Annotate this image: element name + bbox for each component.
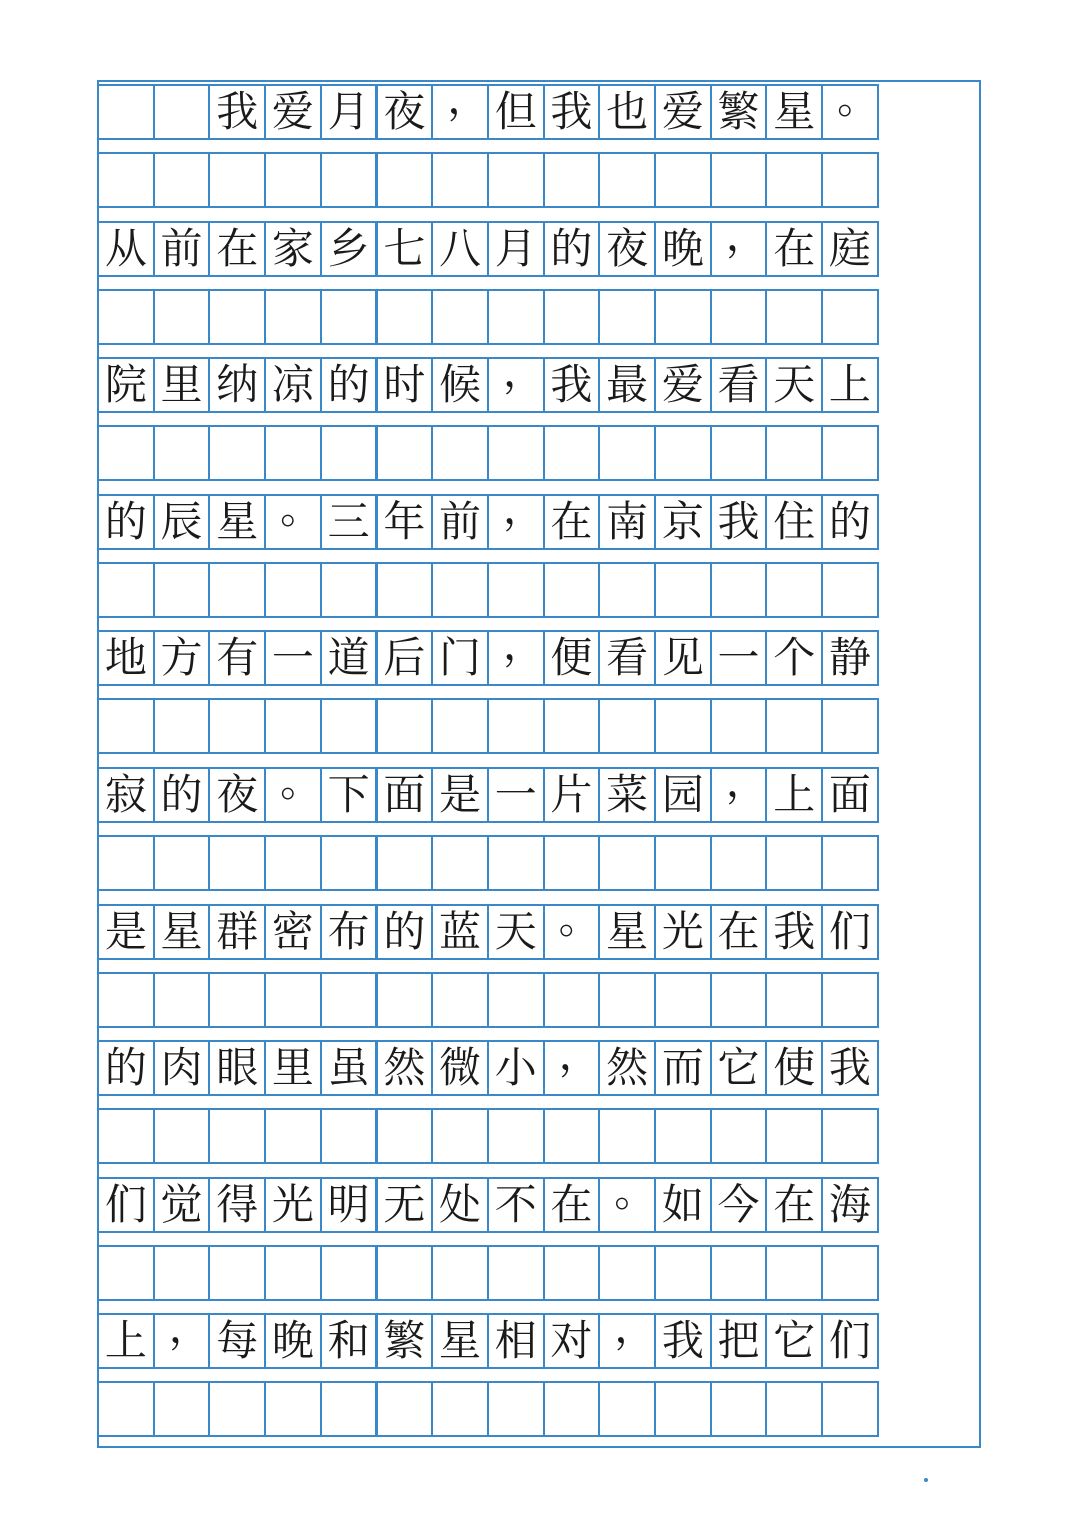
grid-cell: 把 (710, 1313, 768, 1369)
grid-cell: 三 (320, 494, 378, 550)
grid-cell: 在 (765, 221, 823, 277)
grid-cell: 不 (487, 1177, 545, 1233)
grid-cell: 晚 (654, 221, 712, 277)
empty-grid-cell (264, 1108, 322, 1164)
grid-cell: 看 (710, 357, 768, 413)
grid-cell: 片 (543, 767, 601, 823)
grid-cell (153, 84, 211, 140)
grid-cell: 方 (153, 630, 211, 686)
grid-cell: ， (598, 1313, 656, 1369)
grid-cell: 星 (431, 1313, 489, 1369)
empty-grid-cell (208, 289, 266, 345)
empty-grid-cell (97, 1108, 155, 1164)
grid-cell: 星 (153, 904, 211, 960)
grid-cell: 无 (376, 1177, 434, 1233)
grid-cell: 一 (710, 630, 768, 686)
grid-cell: 它 (710, 1040, 768, 1096)
empty-grid-cell (208, 152, 266, 208)
grid-cell: 的 (376, 904, 434, 960)
empty-grid-cell (543, 698, 601, 754)
grid-cell: ， (487, 630, 545, 686)
grid-cell: 时 (376, 357, 434, 413)
grid-cell: 园 (654, 767, 712, 823)
empty-grid-cell (376, 289, 434, 345)
empty-grid-cell (431, 152, 489, 208)
grid-cell: 夜 (208, 767, 266, 823)
grid-cell: 觉 (153, 1177, 211, 1233)
empty-grid-cell (654, 1381, 712, 1437)
grid-cell: ， (153, 1313, 211, 1369)
grid-cell: 从 (97, 221, 155, 277)
empty-grid-cell (654, 972, 712, 1028)
empty-grid-cell (264, 425, 322, 481)
grid-cell: 对 (543, 1313, 601, 1369)
grid-cell: ， (710, 767, 768, 823)
grid-cell: 面 (821, 767, 879, 823)
empty-grid-cell (97, 835, 155, 891)
empty-grid-cell (765, 1108, 823, 1164)
grid-cell: 爱 (654, 84, 712, 140)
empty-grid-cell (376, 1108, 434, 1164)
grid-cell: 密 (264, 904, 322, 960)
grid-cell: 。 (264, 767, 322, 823)
empty-grid-cell (320, 835, 378, 891)
empty-grid-cell (654, 835, 712, 891)
grid-paper-sheet (97, 80, 981, 1448)
grid-cell: 爱 (654, 357, 712, 413)
empty-grid-cell (598, 1381, 656, 1437)
grid-cell: 光 (654, 904, 712, 960)
empty-grid-cell (487, 425, 545, 481)
empty-grid-cell (376, 425, 434, 481)
empty-grid-cell (431, 425, 489, 481)
empty-grid-cell (376, 562, 434, 618)
empty-grid-cell (543, 289, 601, 345)
empty-grid-cell (320, 152, 378, 208)
empty-grid-cell (821, 1108, 879, 1164)
empty-grid-cell (153, 1245, 211, 1301)
empty-grid-cell (376, 835, 434, 891)
empty-grid-cell (97, 972, 155, 1028)
grid-cell: 爱 (264, 84, 322, 140)
grid-cell: 在 (208, 221, 266, 277)
grid-cell: 星 (765, 84, 823, 140)
grid-cell: 下 (320, 767, 378, 823)
empty-grid-cell (765, 289, 823, 345)
empty-grid-cell (654, 1245, 712, 1301)
grid-cell: 年 (376, 494, 434, 550)
empty-grid-cell (765, 425, 823, 481)
empty-grid-cell (821, 835, 879, 891)
grid-cell: 但 (487, 84, 545, 140)
empty-grid-cell (598, 1245, 656, 1301)
empty-grid-cell (598, 1108, 656, 1164)
grid-cell: 里 (264, 1040, 322, 1096)
empty-grid-cell (208, 835, 266, 891)
empty-grid-cell (431, 1108, 489, 1164)
grid-cell: 。 (821, 84, 879, 140)
empty-grid-cell (431, 562, 489, 618)
empty-grid-cell (320, 1245, 378, 1301)
empty-grid-cell (97, 425, 155, 481)
empty-grid-cell (97, 289, 155, 345)
empty-grid-cell (710, 152, 768, 208)
grid-cell: 我 (208, 84, 266, 140)
empty-grid-cell (598, 972, 656, 1028)
empty-grid-cell (431, 1381, 489, 1437)
empty-grid-cell (376, 1381, 434, 1437)
grid-cell: 眼 (208, 1040, 266, 1096)
empty-grid-cell (320, 562, 378, 618)
empty-grid-cell (765, 1245, 823, 1301)
empty-grid-cell (264, 835, 322, 891)
grid-cell: 如 (654, 1177, 712, 1233)
empty-grid-cell (821, 1245, 879, 1301)
empty-grid-cell (765, 562, 823, 618)
empty-grid-cell (654, 289, 712, 345)
grid-cell: 在 (710, 904, 768, 960)
grid-cell: 一 (264, 630, 322, 686)
empty-grid-cell (153, 152, 211, 208)
empty-grid-cell (431, 1245, 489, 1301)
grid-cell: 每 (208, 1313, 266, 1369)
grid-cell: 繁 (710, 84, 768, 140)
grid-cell: 前 (431, 494, 489, 550)
grid-cell: 我 (821, 1040, 879, 1096)
grid-cell: 它 (765, 1313, 823, 1369)
empty-grid-cell (487, 698, 545, 754)
grid-cell: 有 (208, 630, 266, 686)
grid-cell: 最 (598, 357, 656, 413)
grid-cell: 。 (543, 904, 601, 960)
grid-cell: 的 (821, 494, 879, 550)
grid-cell: 海 (821, 1177, 879, 1233)
grid-cell: 的 (320, 357, 378, 413)
empty-grid-cell (264, 1381, 322, 1437)
grid-cell: ， (487, 494, 545, 550)
empty-grid-cell (153, 562, 211, 618)
empty-grid-cell (208, 425, 266, 481)
grid-cell: ， (487, 357, 545, 413)
grid-cell: 道 (320, 630, 378, 686)
grid-cell: 便 (543, 630, 601, 686)
grid-cell: 静 (821, 630, 879, 686)
grid-cell: 使 (765, 1040, 823, 1096)
empty-grid-cell (264, 972, 322, 1028)
grid-cell: 七 (376, 221, 434, 277)
empty-grid-cell (320, 425, 378, 481)
grid-cell: 京 (654, 494, 712, 550)
empty-grid-cell (543, 1381, 601, 1437)
empty-grid-cell (264, 698, 322, 754)
grid-cell: 八 (431, 221, 489, 277)
grid-cell: ， (710, 221, 768, 277)
empty-grid-cell (598, 562, 656, 618)
grid-cell: 我 (543, 357, 601, 413)
empty-grid-cell (431, 835, 489, 891)
grid-cell: 上 (97, 1313, 155, 1369)
empty-grid-cell (208, 1108, 266, 1164)
empty-grid-cell (654, 698, 712, 754)
empty-grid-cell (598, 425, 656, 481)
empty-grid-cell (431, 289, 489, 345)
empty-grid-cell (153, 1108, 211, 1164)
grid-cell: 一 (487, 767, 545, 823)
empty-grid-cell (821, 972, 879, 1028)
grid-cell: 夜 (376, 84, 434, 140)
empty-grid-cell (97, 1381, 155, 1437)
empty-grid-cell (153, 835, 211, 891)
grid-cell: 后 (376, 630, 434, 686)
grid-cell: 的 (97, 1040, 155, 1096)
grid-cell: 院 (97, 357, 155, 413)
empty-grid-cell (320, 289, 378, 345)
grid-cell: 繁 (376, 1313, 434, 1369)
grid-cell: 看 (598, 630, 656, 686)
grid-cell: 前 (153, 221, 211, 277)
empty-grid-cell (543, 972, 601, 1028)
empty-grid-cell (487, 152, 545, 208)
grid-cell: 在 (543, 1177, 601, 1233)
grid-cell: 在 (765, 1177, 823, 1233)
empty-grid-cell (598, 698, 656, 754)
empty-grid-cell (543, 562, 601, 618)
grid-cell: 们 (821, 904, 879, 960)
empty-grid-cell (654, 425, 712, 481)
grid-cell: 布 (320, 904, 378, 960)
grid-cell: 是 (431, 767, 489, 823)
grid-cell: 而 (654, 1040, 712, 1096)
grid-cell: 家 (264, 221, 322, 277)
grid-cell: 处 (431, 1177, 489, 1233)
empty-grid-cell (821, 289, 879, 345)
empty-grid-cell (431, 972, 489, 1028)
empty-grid-cell (97, 562, 155, 618)
grid-cell: 们 (821, 1313, 879, 1369)
empty-grid-cell (153, 289, 211, 345)
empty-grid-cell (97, 698, 155, 754)
empty-grid-cell (765, 698, 823, 754)
empty-grid-cell (376, 972, 434, 1028)
grid-cell: 今 (710, 1177, 768, 1233)
grid-cell: 。 (264, 494, 322, 550)
grid-cell: 相 (487, 1313, 545, 1369)
empty-grid-cell (320, 1381, 378, 1437)
empty-grid-cell (821, 152, 879, 208)
ink-dot (924, 1478, 928, 1482)
grid-cell (97, 84, 155, 140)
grid-cell: 光 (264, 1177, 322, 1233)
grid-cell: 然 (376, 1040, 434, 1096)
grid-cell: 月 (487, 221, 545, 277)
empty-grid-cell (153, 698, 211, 754)
grid-cell: 微 (431, 1040, 489, 1096)
empty-grid-cell (654, 562, 712, 618)
grid-cell: 我 (543, 84, 601, 140)
grid-cell: 在 (543, 494, 601, 550)
grid-cell: 寂 (97, 767, 155, 823)
grid-cell: 明 (320, 1177, 378, 1233)
empty-grid-cell (543, 1108, 601, 1164)
empty-grid-cell (710, 972, 768, 1028)
empty-grid-cell (765, 152, 823, 208)
empty-grid-cell (710, 835, 768, 891)
grid-cell: 庭 (821, 221, 879, 277)
empty-grid-cell (153, 972, 211, 1028)
empty-grid-cell (654, 152, 712, 208)
empty-grid-cell (376, 152, 434, 208)
grid-cell: 天 (487, 904, 545, 960)
empty-grid-cell (153, 425, 211, 481)
empty-grid-cell (487, 289, 545, 345)
grid-cell: 辰 (153, 494, 211, 550)
empty-grid-cell (208, 562, 266, 618)
empty-grid-cell (543, 425, 601, 481)
grid-cell: ， (431, 84, 489, 140)
empty-grid-cell (710, 698, 768, 754)
grid-cell: 乡 (320, 221, 378, 277)
empty-grid-cell (431, 698, 489, 754)
grid-cell: ， (543, 1040, 601, 1096)
empty-grid-cell (765, 835, 823, 891)
grid-cell: 蓝 (431, 904, 489, 960)
grid-cell: 夜 (598, 221, 656, 277)
grid-cell: 我 (710, 494, 768, 550)
grid-cell: 星 (598, 904, 656, 960)
grid-cell: 然 (598, 1040, 656, 1096)
empty-grid-cell (543, 1245, 601, 1301)
grid-cell: 们 (97, 1177, 155, 1233)
grid-cell: 的 (153, 767, 211, 823)
empty-grid-cell (598, 835, 656, 891)
empty-grid-cell (487, 1108, 545, 1164)
empty-grid-cell (264, 1245, 322, 1301)
grid-cell: 虽 (320, 1040, 378, 1096)
empty-grid-cell (487, 972, 545, 1028)
grid-cell: 上 (821, 357, 879, 413)
grid-cell: 得 (208, 1177, 266, 1233)
grid-cell: 肉 (153, 1040, 211, 1096)
empty-grid-cell (320, 972, 378, 1028)
empty-grid-cell (376, 1245, 434, 1301)
grid-cell: 。 (598, 1177, 656, 1233)
grid-cell: 凉 (264, 357, 322, 413)
empty-grid-cell (543, 835, 601, 891)
grid-cell: 月 (320, 84, 378, 140)
grid-cell: 见 (654, 630, 712, 686)
empty-grid-cell (97, 152, 155, 208)
grid-cell: 里 (153, 357, 211, 413)
empty-grid-cell (654, 1108, 712, 1164)
grid-cell: 面 (376, 767, 434, 823)
empty-grid-cell (487, 835, 545, 891)
empty-grid-cell (320, 698, 378, 754)
grid-cell: 小 (487, 1040, 545, 1096)
empty-grid-cell (487, 1381, 545, 1437)
empty-grid-cell (264, 562, 322, 618)
empty-grid-cell (710, 1381, 768, 1437)
empty-grid-cell (710, 1245, 768, 1301)
grid-cell: 我 (654, 1313, 712, 1369)
grid-cell: 的 (97, 494, 155, 550)
empty-grid-cell (376, 698, 434, 754)
empty-grid-cell (710, 289, 768, 345)
grid-cell: 住 (765, 494, 823, 550)
empty-grid-cell (320, 1108, 378, 1164)
grid-cell: 我 (765, 904, 823, 960)
grid-cell: 南 (598, 494, 656, 550)
grid-cell: 和 (320, 1313, 378, 1369)
empty-grid-cell (97, 1245, 155, 1301)
empty-grid-cell (710, 562, 768, 618)
empty-grid-cell (208, 1245, 266, 1301)
empty-grid-cell (821, 425, 879, 481)
empty-grid-cell (208, 698, 266, 754)
empty-grid-cell (153, 1381, 211, 1437)
grid-cell: 天 (765, 357, 823, 413)
grid-cell: 门 (431, 630, 489, 686)
grid-cell: 也 (598, 84, 656, 140)
grid-cell: 上 (765, 767, 823, 823)
grid-cell: 纳 (208, 357, 266, 413)
empty-grid-cell (264, 152, 322, 208)
empty-grid-cell (543, 152, 601, 208)
empty-grid-cell (598, 289, 656, 345)
grid-cell: 群 (208, 904, 266, 960)
empty-grid-cell (264, 289, 322, 345)
empty-grid-cell (821, 562, 879, 618)
empty-grid-cell (710, 425, 768, 481)
grid-cell: 星 (208, 494, 266, 550)
grid-cell: 菜 (598, 767, 656, 823)
grid-cell: 候 (431, 357, 489, 413)
empty-grid-cell (821, 1381, 879, 1437)
empty-grid-cell (710, 1108, 768, 1164)
empty-grid-cell (487, 1245, 545, 1301)
empty-grid-cell (208, 972, 266, 1028)
empty-grid-cell (598, 152, 656, 208)
empty-grid-cell (208, 1381, 266, 1437)
empty-grid-cell (487, 562, 545, 618)
empty-grid-cell (765, 1381, 823, 1437)
grid-cell: 的 (543, 221, 601, 277)
grid-cell: 个 (765, 630, 823, 686)
grid-cell: 晚 (264, 1313, 322, 1369)
grid-cell: 地 (97, 630, 155, 686)
empty-grid-cell (765, 972, 823, 1028)
grid-cell: 是 (97, 904, 155, 960)
empty-grid-cell (821, 698, 879, 754)
